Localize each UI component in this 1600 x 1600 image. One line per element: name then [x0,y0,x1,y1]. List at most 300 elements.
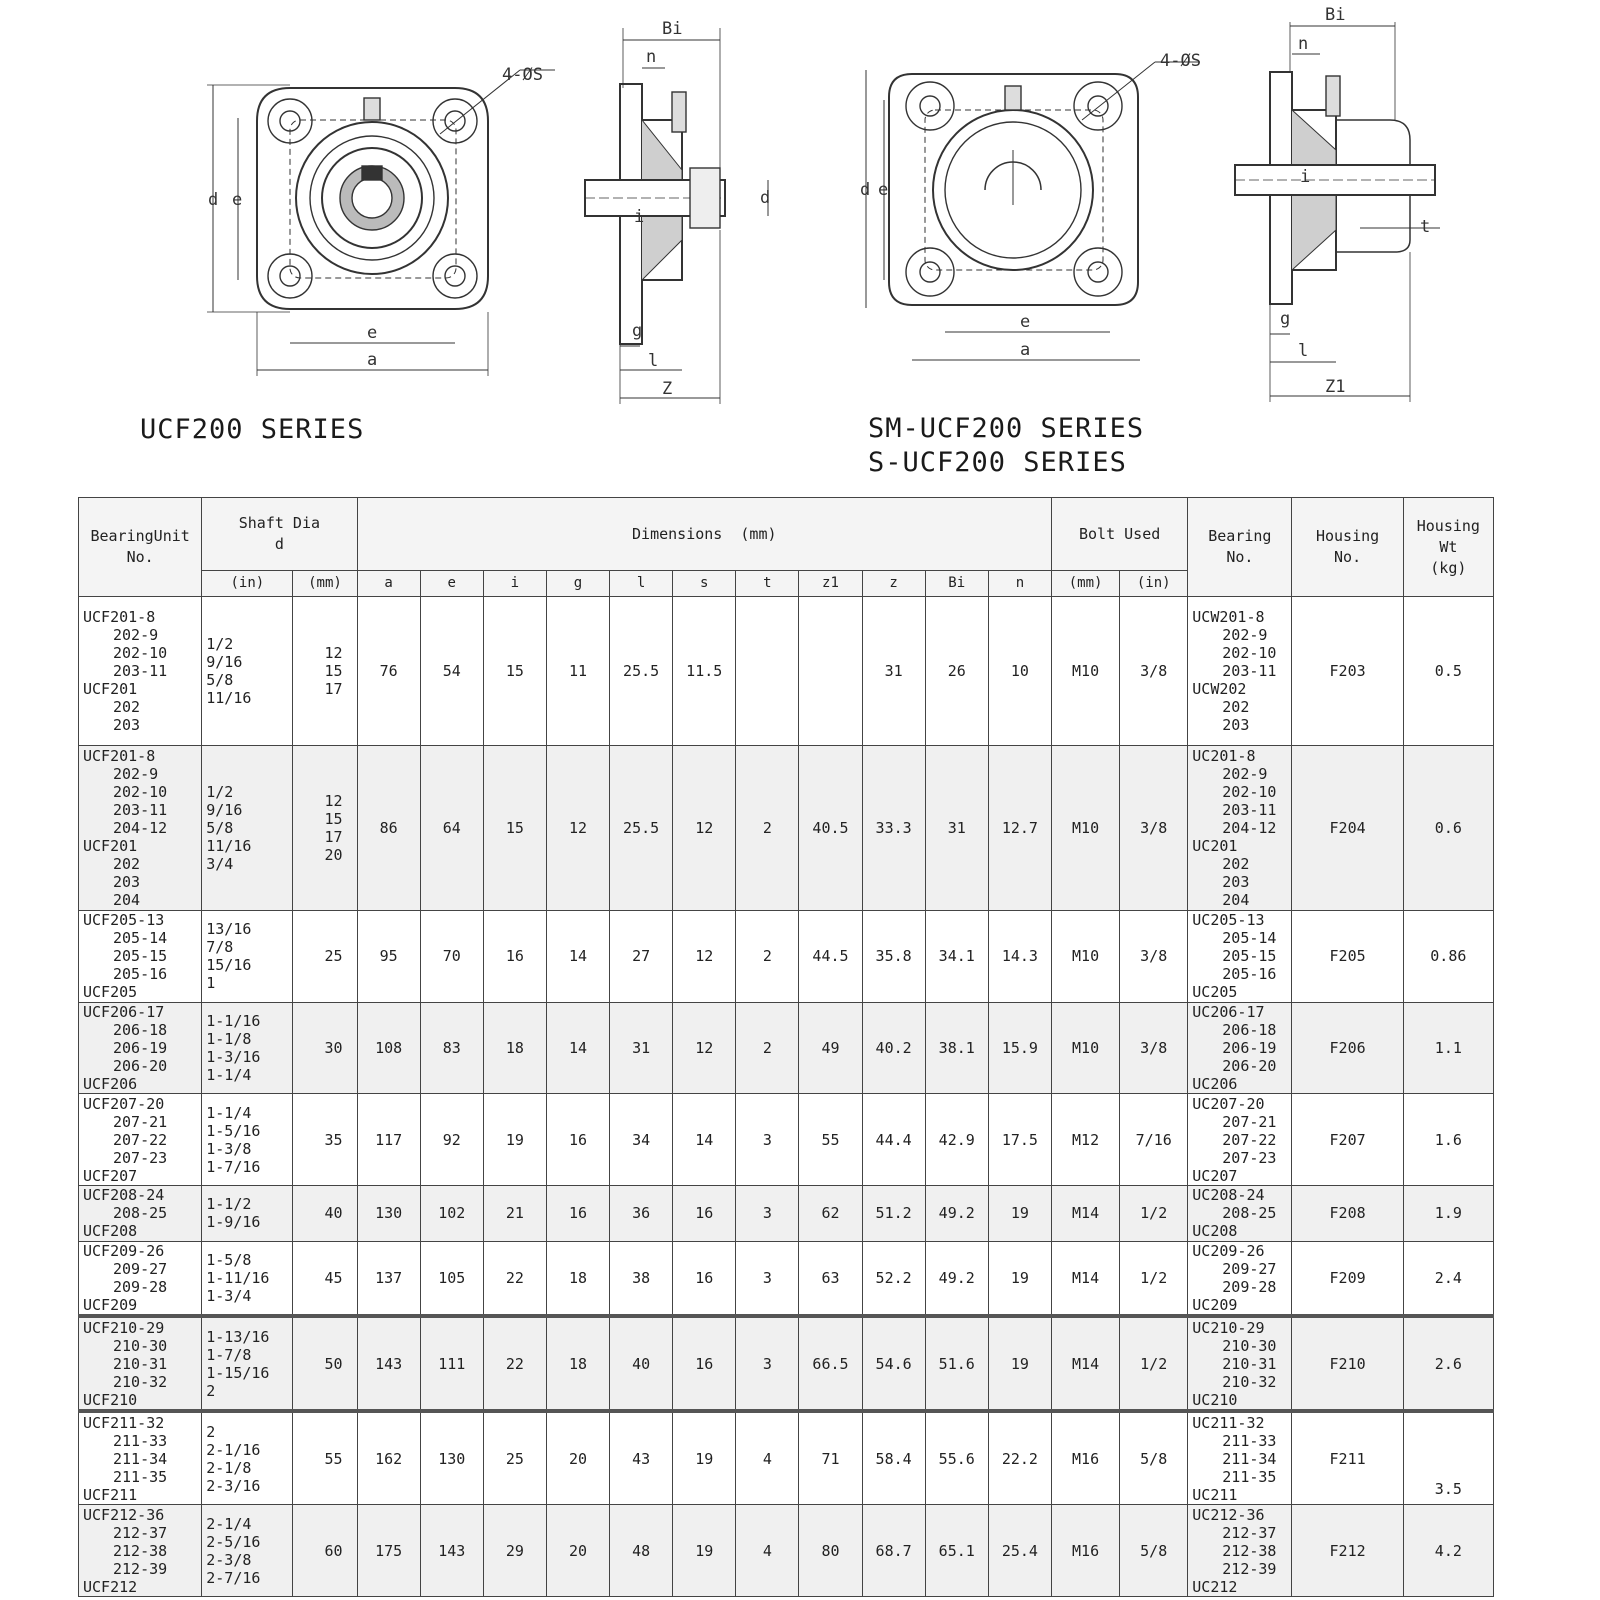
subheader-cell: i [483,571,546,597]
title-sm-ucf200-series: SM-UCF200 SERIES [868,413,1145,444]
bearing-no-cell-line: 206-18 [1222,1021,1277,1040]
housing-wt-cell: 1.9 [1403,1186,1493,1241]
dim-n-cell: 19 [988,1316,1051,1411]
header-housing-wt: Housing Wt (kg) [1403,498,1493,597]
shaft-inch-cell-line: 1-3/8 [206,1139,252,1158]
housing-no-cell: F208 [1292,1186,1403,1241]
bearing-unit-cell-line: UCF205-13 [83,911,165,930]
subheader-cell: e [420,571,483,597]
housing-no-cell: F206 [1292,1002,1403,1094]
shaft-mm-cell-line: 50 [324,1354,343,1373]
table-row [79,1316,1494,1411]
bearing-no-cell-line: 212-37 [1222,1523,1277,1542]
dim-s-cell: 14 [673,1094,736,1186]
shaft-mm-cell-line: 15 [324,662,343,681]
bearing-unit-cell-line: UCF208 [83,1222,138,1241]
dim-z1-cell: 49 [799,1002,862,1094]
shaft-inch-cell-line: 1-1/16 [206,1012,261,1031]
shaft-inch-cell-line: 13/16 [206,920,252,939]
dim-t-cell: 3 [736,1241,799,1316]
dim-bolt-mm-cell: M10 [1052,910,1120,1002]
bearing-unit-cell-line: 205-15 [113,947,168,966]
bearing-no-cell-line: UC208 [1192,1222,1238,1241]
dim-bi-cell: 49.2 [925,1186,988,1241]
subheader-cell: n [988,571,1051,597]
dim-g-cell: 14 [546,910,609,1002]
dim-z1-cell: 62 [799,1186,862,1241]
bearing-no-cell-line: 202-10 [1222,644,1277,663]
dim-e-cell: 102 [420,1186,483,1241]
bearing-unit-cell-line: 211-35 [113,1467,168,1486]
shaft-inch-cell-line: 1-3/4 [206,1287,252,1306]
bearing-unit-cell-line: 202-9 [113,765,159,784]
shaft-inch-cell-line: 2-5/16 [206,1532,261,1551]
bearing-no-cell [1188,910,1292,1002]
label-d-side: d [760,188,771,208]
bearing-no-cell [1188,746,1292,910]
bearing-no-cell-line: 210-30 [1222,1336,1277,1355]
bearing-unit-cell-line: UCF209-26 [83,1242,165,1261]
dim-e-cell: 143 [420,1505,483,1597]
dim-z1-cell: 44.5 [799,910,862,1002]
bearing-unit-cell [79,1002,202,1094]
table-row [79,597,1494,746]
bearing-no-cell [1188,1186,1292,1241]
bearing-no-cell-line: 205-14 [1222,929,1277,948]
label-bi-2: Bi [1325,5,1346,25]
bearing-no-cell-line: UC206 [1192,1075,1238,1094]
bearing-unit-cell [79,910,202,1002]
bearing-no-cell-line: 207-22 [1222,1130,1277,1149]
subheader-cell: z1 [799,571,862,597]
header-bearing-no: Bearing No. [1188,498,1292,597]
dim-bolt-mm-cell: M12 [1052,1094,1120,1186]
shaft-mm-cell-line: 25 [324,947,343,966]
dim-a-cell: 76 [357,597,420,746]
shaft-inch-cell [202,1094,293,1186]
bearing-no-cell-line: UC207-20 [1192,1094,1265,1113]
bearing-unit-cell-line: 206-20 [113,1057,168,1076]
shaft-inch-cell [202,1002,293,1094]
shaft-inch-cell-line: 1-13/16 [206,1327,270,1346]
shaft-mm-cell [293,1505,357,1597]
bearing-unit-cell [79,1241,202,1316]
subheader-cell: Bi [925,571,988,597]
bearing-no-cell [1188,1094,1292,1186]
shaft-inch-cell-line: 5/8 [206,819,234,838]
bearing-no-cell-line: UC201 [1192,837,1238,856]
subheader-cell: g [546,571,609,597]
dim-z1-cell: 80 [799,1505,862,1597]
shaft-inch-cell-line: 3/4 [206,855,234,874]
dim-bolt-mm-cell: M14 [1052,1316,1120,1411]
bearing-no-cell [1188,1316,1292,1411]
bearing-unit-cell-line: 207-23 [113,1148,168,1167]
bearing-no-cell-line: 203 [1222,716,1250,735]
bearing-unit-cell-line: 203-11 [113,662,168,681]
shaft-inch-cell-line: 5/8 [206,671,234,690]
dim-g-cell: 14 [546,1002,609,1094]
bearing-no-cell-line: UC206-17 [1192,1003,1265,1022]
shaft-mm-cell [293,597,357,746]
bearing-no-cell-line: UCW202 [1192,680,1247,699]
shaft-inch-cell-line: 1-3/16 [206,1048,261,1067]
dim-i-cell: 15 [483,746,546,910]
dim-g-cell: 12 [546,746,609,910]
dim-a-cell: 108 [357,1002,420,1094]
bearing-no-cell-line: 212-39 [1222,1559,1277,1578]
label-bolt-holes-2: 4-ØS [1160,51,1201,71]
shaft-inch-cell [202,1241,293,1316]
bearing-unit-cell-line: 211-33 [113,1431,168,1450]
dim-a-cell: 137 [357,1241,420,1316]
bearing-unit-cell-line: 204 [113,891,141,910]
dim-g-cell: 20 [546,1505,609,1597]
bearing-no-cell [1188,1241,1292,1316]
housing-no-cell: F211 [1292,1411,1403,1504]
bearing-no-cell-line: UC209-26 [1192,1242,1265,1261]
dim-z1-cell: 63 [799,1241,862,1316]
bearing-no-cell-line: UC211-32 [1192,1413,1265,1432]
bearing-unit-cell-line: 204-12 [113,819,168,838]
dim-bolt-mm-cell: M16 [1052,1411,1120,1504]
dim-i-cell: 21 [483,1186,546,1241]
dim-s-cell: 16 [673,1316,736,1411]
housing-wt-cell: 2.6 [1403,1316,1493,1411]
housing-wt-cell: 4.2 [1403,1505,1493,1597]
shaft-mm-cell [293,1002,357,1094]
bearing-no-cell-line: 209-28 [1222,1278,1277,1297]
shaft-inch-cell-line: 2-7/16 [206,1568,261,1587]
dim-s-cell: 12 [673,910,736,1002]
shaft-mm-cell [293,1316,357,1411]
shaft-inch-cell-line: 1-7/16 [206,1157,261,1176]
dim-a-cell: 143 [357,1316,420,1411]
label-d-2: d [860,180,871,200]
dim-n-cell: 17.5 [988,1094,1051,1186]
dim-l-cell: 31 [610,1002,673,1094]
dim-l-cell: 40 [610,1316,673,1411]
shaft-mm-cell-line: 45 [324,1269,343,1288]
dim-t-cell: 3 [736,1186,799,1241]
dim-l-cell: 48 [610,1505,673,1597]
dim-t-cell: 2 [736,910,799,1002]
bearing-unit-cell-line: UCF201-8 [83,747,156,766]
header-bearing-unit: BearingUnit No. [79,498,202,597]
dim-s-cell: 19 [673,1505,736,1597]
dim-bolt-in-cell: 3/8 [1120,1002,1188,1094]
bearing-unit-cell-line: 210-32 [113,1372,168,1391]
housing-no-cell: F205 [1292,910,1403,1002]
dim-g-cell: 20 [546,1411,609,1504]
bearing-no-cell-line: 211-34 [1222,1449,1277,1468]
shaft-inch-cell [202,1186,293,1241]
dim-a-cell: 95 [357,910,420,1002]
shaft-inch-cell-line: 11/16 [206,837,252,856]
dim-n-cell: 25.4 [988,1505,1051,1597]
dim-z1-cell [799,597,862,746]
bearing-no-cell-line: UC212-36 [1192,1505,1265,1524]
housing-no-cell: F209 [1292,1241,1403,1316]
dim-i-cell: 19 [483,1094,546,1186]
subheader-cell: (in) [202,571,293,597]
label-e-vertical: e [232,190,243,210]
dim-z-cell: 31 [862,597,925,746]
dim-s-cell: 16 [673,1186,736,1241]
shaft-inch-cell-line: 9/16 [206,801,243,820]
housing-no-cell: F207 [1292,1094,1403,1186]
shaft-inch-cell-line: 9/16 [206,653,243,672]
bearing-unit-cell [79,1505,202,1597]
shaft-inch-cell [202,1316,293,1411]
bearing-no-cell-line: 210-31 [1222,1354,1277,1373]
bearing-unit-cell-line: 209-28 [113,1278,168,1297]
dim-t-cell: 3 [736,1316,799,1411]
bearing-unit-cell-line: 206-18 [113,1021,168,1040]
bearing-unit-cell-line: UCF210-29 [83,1318,165,1337]
bearing-no-cell-line: UC205-13 [1192,911,1265,930]
bearing-no-cell-line: 202-9 [1222,626,1268,645]
dim-e-cell: 70 [420,910,483,1002]
dim-bolt-mm-cell: M10 [1052,597,1120,746]
dim-bolt-mm-cell: M14 [1052,1186,1120,1241]
label-bi: Bi [662,19,683,39]
dim-z1-cell: 40.5 [799,746,862,910]
dim-s-cell: 12 [673,746,736,910]
bearing-unit-cell [79,746,202,910]
shaft-inch-cell-line: 15/16 [206,956,252,975]
bearing-no-cell-line: UC201-8 [1192,747,1256,766]
bearing-no-cell-line: UC207 [1192,1166,1238,1185]
dim-g-cell: 16 [546,1094,609,1186]
table-row [79,1505,1494,1597]
shaft-inch-cell [202,597,293,746]
shaft-mm-cell [293,746,357,910]
bearing-no-cell-line: UC212 [1192,1577,1238,1596]
subheader-cell: (mm) [293,571,357,597]
dim-bolt-in-cell: 5/8 [1120,1411,1188,1504]
dim-bi-cell: 42.9 [925,1094,988,1186]
shaft-mm-cell-line: 60 [324,1541,343,1560]
bearing-no-cell-line: 206-19 [1222,1039,1277,1058]
housing-wt-cell: 3.5 [1403,1411,1493,1504]
dim-a-cell: 86 [357,746,420,910]
dim-l-cell: 36 [610,1186,673,1241]
bearing-unit-cell-line: 202-10 [113,644,168,663]
label-n-2: n [1298,34,1309,54]
label-z: Z [662,379,673,399]
dim-i-cell: 18 [483,1002,546,1094]
dim-s-cell: 11.5 [673,597,736,746]
bearing-unit-cell-line: UCF201 [83,837,138,856]
bearing-unit-cell [79,1186,202,1241]
dim-e-cell: 64 [420,746,483,910]
ucf-front-view [207,70,555,376]
bearing-no-cell [1188,1002,1292,1094]
bearing-no-cell-line: 212-38 [1222,1541,1277,1560]
header-housing-no: Housing No. [1292,498,1403,597]
housing-wt-cell: 0.6 [1403,746,1493,910]
bearing-unit-cell-line: UCF207 [83,1166,138,1185]
dim-t-cell: 3 [736,1094,799,1186]
shaft-mm-cell-line: 12 [324,644,343,663]
shaft-mm-cell-line: 12 [324,792,343,811]
dim-e-cell: 92 [420,1094,483,1186]
bearing-unit-cell-line: UCF205 [83,983,138,1002]
dimensions-table [78,497,1494,1597]
dim-t-cell [736,597,799,746]
shaft-mm-cell-line: 55 [324,1449,343,1468]
bearing-no-cell-line: 205-16 [1222,965,1277,984]
subheader-cell: s [673,571,736,597]
dim-l-cell: 43 [610,1411,673,1504]
dim-t-cell: 2 [736,746,799,910]
label-i: i [634,207,645,227]
bearing-unit-cell-line: 207-22 [113,1130,168,1149]
shaft-inch-cell-line: 1-1/8 [206,1030,252,1049]
dim-bi-cell: 51.6 [925,1316,988,1411]
dim-bolt-mm-cell: M10 [1052,746,1120,910]
table-body [79,597,1494,1597]
bearing-no-cell-line: UC205 [1192,983,1238,1002]
bearing-no-cell-line: 209-27 [1222,1260,1277,1279]
bearing-unit-cell-line: UCF208-24 [83,1186,165,1205]
shaft-mm-cell-line: 30 [324,1039,343,1058]
dim-e-cell: 130 [420,1411,483,1504]
dim-l-cell: 38 [610,1241,673,1316]
shaft-inch-cell-line: 1/2 [206,635,234,654]
label-d: d [208,190,219,210]
title-s-ucf200-series: S-UCF200 SERIES [868,447,1127,478]
dim-s-cell: 19 [673,1411,736,1504]
bearing-no-cell-line: 205-15 [1222,947,1277,966]
shaft-inch-cell-line: 1-11/16 [206,1269,270,1288]
shaft-inch-cell-line: 1-1/4 [206,1066,252,1085]
dim-i-cell: 16 [483,910,546,1002]
shaft-inch-cell-line: 11/16 [206,689,252,708]
dim-i-cell: 22 [483,1316,546,1411]
bearing-no-cell-line: UC211 [1192,1485,1238,1504]
header-shaft-dia: Shaft Dia d [202,498,357,571]
subheader-cell: (mm) [1052,571,1120,597]
dim-g-cell: 18 [546,1316,609,1411]
bearing-unit-cell-line: 212-38 [113,1541,168,1560]
bearing-unit-cell-line: 205-14 [113,929,168,948]
bearing-unit-cell [79,1094,202,1186]
bearing-unit-cell-line: 207-21 [113,1112,168,1131]
label-a-2: a [1020,340,1031,360]
dim-i-cell: 25 [483,1411,546,1504]
shaft-mm-cell [293,1411,357,1504]
shaft-mm-cell-line: 20 [324,846,343,865]
bearing-no-cell-line: 203-11 [1222,662,1277,681]
bearing-unit-cell-line: 211-34 [113,1449,168,1468]
housing-wt-cell: 2.4 [1403,1241,1493,1316]
dim-z1-cell: 71 [799,1411,862,1504]
bearing-no-cell-line: 202-9 [1222,765,1268,784]
shaft-inch-cell-line: 1-5/8 [206,1251,252,1270]
table-row [79,1094,1494,1186]
shaft-mm-cell [293,1094,357,1186]
dim-bolt-in-cell: 7/16 [1120,1094,1188,1186]
dim-n-cell: 15.9 [988,1002,1051,1094]
label-a: a [367,350,378,370]
dim-z-cell: 44.4 [862,1094,925,1186]
dim-l-cell: 27 [610,910,673,1002]
dim-l-cell: 25.5 [610,746,673,910]
housing-no-cell: F203 [1292,597,1403,746]
label-e-2: e [1020,312,1031,332]
subheader-cell: z [862,571,925,597]
bearing-unit-cell-line: UCF212 [83,1577,138,1596]
bearing-unit-cell-line: 208-25 [113,1204,168,1223]
shaft-inch-cell [202,1505,293,1597]
dim-bi-cell: 26 [925,597,988,746]
dim-bolt-in-cell: 3/8 [1120,597,1188,746]
dim-t-cell: 2 [736,1002,799,1094]
dim-a-cell: 117 [357,1094,420,1186]
bearing-unit-cell-line: UCF211 [83,1485,138,1504]
shaft-inch-cell-line: 2-1/8 [206,1458,252,1477]
shaft-mm-cell-line: 40 [324,1204,343,1223]
bearing-unit-cell-line: 210-30 [113,1336,168,1355]
dim-e-cell: 111 [420,1316,483,1411]
dim-bolt-in-cell: 5/8 [1120,1505,1188,1597]
dim-t-cell: 4 [736,1411,799,1504]
shaft-mm-cell-line: 35 [324,1130,343,1149]
dim-a-cell: 175 [357,1505,420,1597]
housing-wt-cell: 1.1 [1403,1002,1493,1094]
bearing-no-cell-line: UCW201-8 [1192,608,1265,627]
header-bolt-used: Bolt Used [1052,498,1188,571]
dim-bi-cell: 34.1 [925,910,988,1002]
dim-bi-cell: 55.6 [925,1411,988,1504]
label-e: e [367,323,378,343]
label-t: t [1420,217,1431,237]
dim-bi-cell: 49.2 [925,1241,988,1316]
header-dimensions: Dimensions (mm) [357,498,1051,571]
bearing-unit-cell-line: UCF206 [83,1075,138,1094]
dim-bolt-in-cell: 1/2 [1120,1316,1188,1411]
subheader-cell: (in) [1120,571,1188,597]
label-l-2: l [1298,341,1309,361]
dim-e-cell: 105 [420,1241,483,1316]
bearing-unit-cell-line: UCF210 [83,1390,138,1409]
housing-no-cell: F212 [1292,1505,1403,1597]
dim-z-cell: 33.3 [862,746,925,910]
bearing-unit-cell-line: UCF201 [83,680,138,699]
shaft-inch-cell-line: 7/8 [206,938,234,957]
dim-i-cell: 15 [483,597,546,746]
bearing-unit-cell-line: 203 [113,716,141,735]
bearing-no-cell-line: 203-11 [1222,801,1277,820]
bearing-unit-cell-line: 206-19 [113,1039,168,1058]
dim-z-cell: 52.2 [862,1241,925,1316]
dim-n-cell: 22.2 [988,1411,1051,1504]
shaft-inch-cell-line: 2 [206,1381,216,1400]
sm-ucf-front-view [866,62,1200,360]
bearing-no-cell-line: UC208-24 [1192,1186,1265,1205]
shaft-mm-cell-line: 17 [324,828,343,847]
bearing-no-cell-line: 206-20 [1222,1057,1277,1076]
dim-n-cell: 14.3 [988,910,1051,1002]
bearing-no-cell-line: UC210 [1192,1390,1238,1409]
bearing-no-cell-line: 202-10 [1222,783,1277,802]
bearing-no-cell-line: UC209 [1192,1296,1238,1315]
bearing-unit-cell-line: 210-31 [113,1354,168,1373]
dim-bolt-mm-cell: M10 [1052,1002,1120,1094]
bearing-unit-cell-line: UCF201-8 [83,608,156,627]
